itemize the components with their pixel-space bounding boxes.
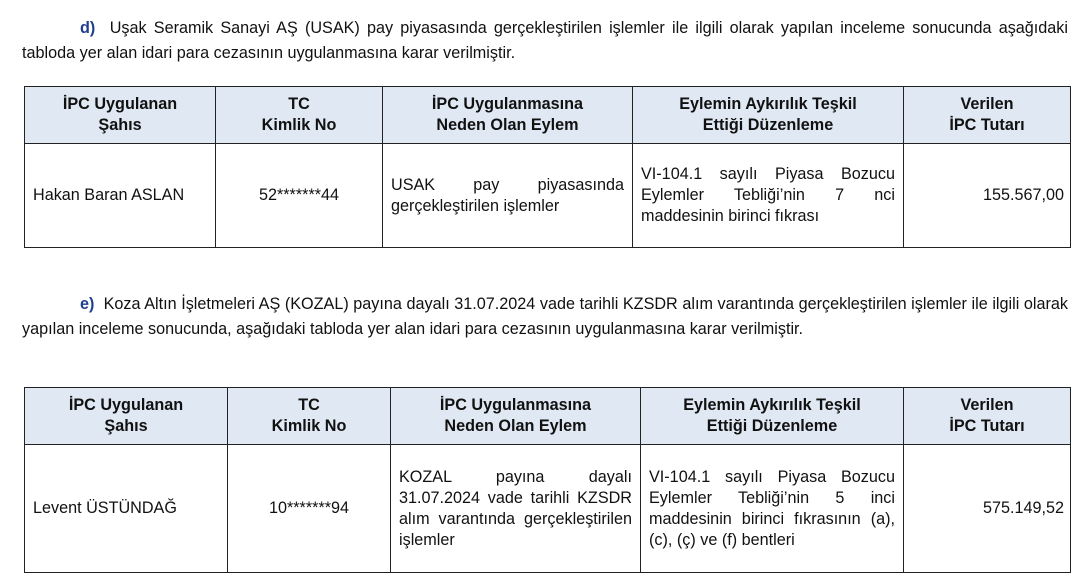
- header-regulation: Eylemin Aykırılık Teşkil Ettiği Düzenleme: [633, 87, 904, 144]
- header-regulation: Eylemin Aykırılık Teşkil Ettiği Düzenleme: [641, 388, 904, 445]
- section-e-text: Koza Altın İşletmeleri AŞ (KOZAL) payına dayalı 31.07.2024 vade tarihli KZSDR alım varantında gerçekleştirilen işlemler ile ilgili olarak yapılan inceleme sonucunda, aşağıdaki tabloda yer alan idari para cezasının uygulanmasına karar verilmiştir.: [22, 295, 1068, 338]
- penalty-table-e: [24, 387, 1071, 573]
- table-row: [25, 144, 1071, 248]
- section-d-text: Uşak Seramik Sanayi AŞ (USAK) pay piyasasında gerçekleştirilen işlemler ile ilgili olarak yapılan inceleme sonucunda aşağıdaki tabloda yer alan idari para cezasının uygulanmasına karar verilmiştir.: [22, 19, 1068, 62]
- header-person: İPC Uygulanan Şahıs: [25, 388, 228, 445]
- cell-amount: 575.149,52: [904, 445, 1071, 573]
- header-action: İPC Uygulanmasına Neden Olan Eylem: [391, 388, 641, 445]
- section-e-paragraph: [22, 292, 1068, 341]
- header-tc: TC Kimlik No: [216, 87, 383, 144]
- header-person: İPC Uygulanan Şahıs: [25, 87, 216, 144]
- header-action: İPC Uygulanmasına Neden Olan Eylem: [383, 87, 633, 144]
- table-header-row: [25, 388, 1071, 445]
- table-row: [25, 445, 1071, 573]
- section-e-letter: e): [80, 295, 95, 313]
- cell-amount: 155.567,00: [904, 144, 1071, 248]
- section-d-letter: d): [80, 19, 96, 37]
- cell-tc: 10*******94: [228, 445, 391, 573]
- table-header-row: [25, 87, 1071, 144]
- header-amount: Verilen İPC Tutarı: [904, 87, 1071, 144]
- header-amount: Verilen İPC Tutarı: [904, 388, 1071, 445]
- cell-tc: 52*******44: [216, 144, 383, 248]
- penalty-table-d: [24, 86, 1071, 248]
- header-tc: TC Kimlik No: [228, 388, 391, 445]
- cell-action: KOZAL payına dayalı 31.07.2024 vade tarihli KZSDR alım varantında gerçekleştirilen işlemler: [391, 445, 641, 573]
- cell-regulation: VI-104.1 sayılı Piyasa Bozucu Eylemler Tebliği’nin 7 nci maddesinin birinci fıkrası: [633, 144, 904, 248]
- cell-regulation: VI-104.1 sayılı Piyasa Bozucu Eylemler Tebliği’nin 5 inci maddesinin birinci fıkrasının (a), (c), (ç) ve (f) bentleri: [641, 445, 904, 573]
- cell-person: Levent ÜSTÜNDAĞ: [25, 445, 228, 573]
- cell-person: Hakan Baran ASLAN: [25, 144, 216, 248]
- section-d-paragraph: [22, 16, 1068, 65]
- cell-action: USAK pay piyasasında gerçekleştirilen işlemler: [383, 144, 633, 248]
